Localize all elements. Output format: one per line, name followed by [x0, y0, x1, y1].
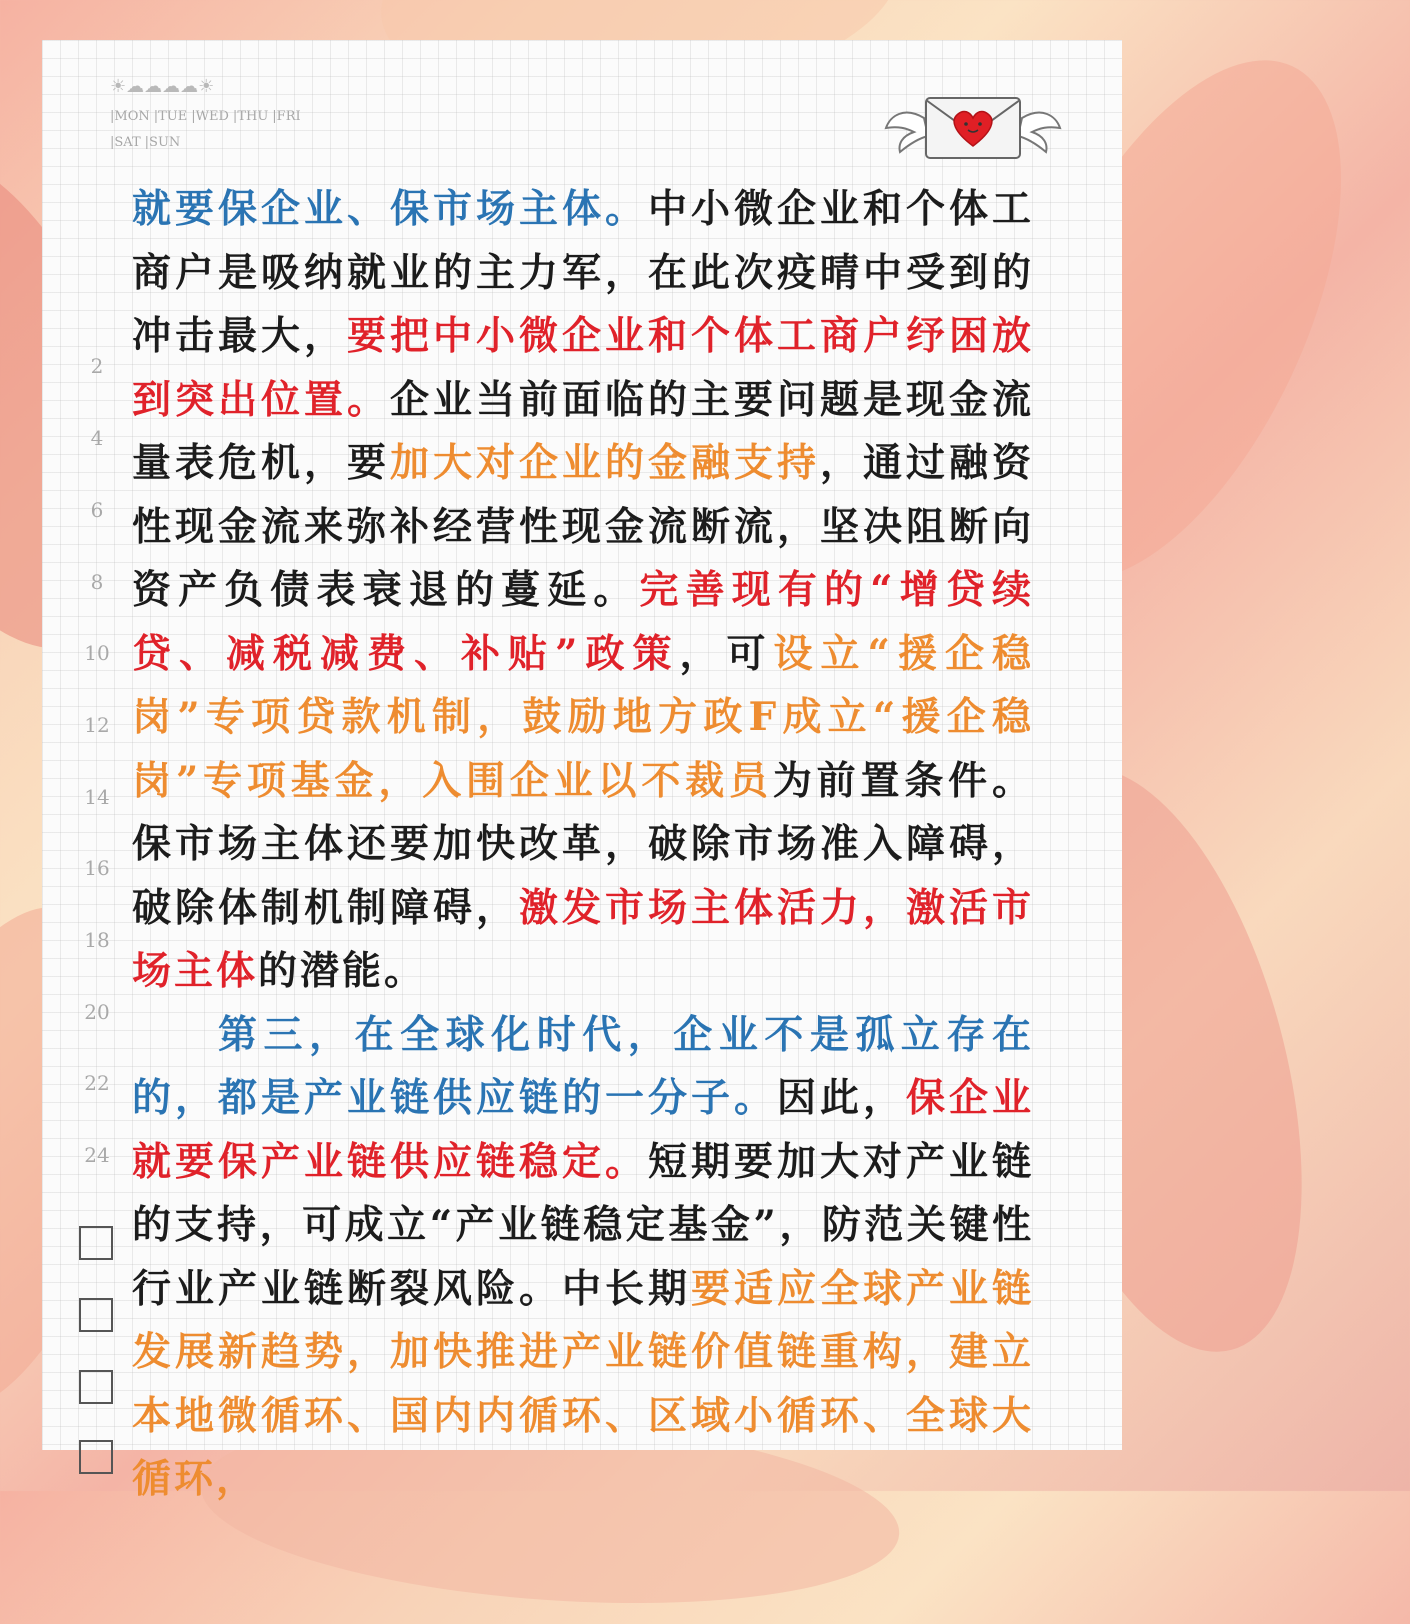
text-segment: ，可	[679, 630, 774, 677]
text-segment: 激发市场主体活力，激活市场主体	[132, 884, 1034, 994]
weekday-sat: SAT	[114, 135, 141, 150]
weekday-thu: THU	[237, 109, 269, 124]
line-number: 6	[90, 498, 104, 522]
winged-heart-envelope-icon	[884, 76, 1062, 166]
line-number: 24	[84, 1143, 110, 1167]
text-segment: 企业当前面临的主要问题是现金流量表危机，要	[132, 376, 1034, 486]
article-body	[132, 178, 1034, 1512]
line-number: 8	[90, 570, 104, 594]
text-segment: 短期要加大对产业链的支持，可成立“产业链稳定基金”，防范关键性行业产业链断裂风险。中长期	[132, 1138, 1034, 1312]
notebook-page	[42, 40, 1122, 1502]
line-number: 4	[90, 426, 104, 450]
line-number: 14	[84, 785, 110, 809]
text-segment: 加大对企业的金融支持	[390, 440, 820, 486]
line-number: 2	[90, 354, 104, 378]
line-number: 10	[84, 641, 110, 665]
text-segment: 完善现有的“增贷续贷、减税减费、补贴”政策	[132, 567, 1034, 677]
text-segment: 中小微企业和个体工商户是吸纳就业的主力军，在此次疫晴中受到的冲击最大，	[132, 186, 1034, 359]
text-segment: 为前置条件。保市场主体还要加快改革，破除市场准入障碍，破除体制机制障碍，	[132, 757, 1034, 931]
weekday-row-1: |MON |TUE |WED |THU |FRI	[110, 109, 301, 124]
weekday-labels	[110, 104, 330, 156]
text-segment: 第三，在全球化时代，企业不是孤立存在的，都是产业链供应链的一分子。	[132, 1011, 1034, 1121]
paragraph-1	[132, 178, 1034, 1004]
weather-icons: ☀☁☁☁☁☀	[110, 76, 215, 97]
line-number: 12	[84, 713, 110, 737]
text-segment: 保企业就要保产业链供应链稳定。	[132, 1075, 1034, 1185]
weekday-wed: WED	[195, 109, 229, 124]
line-number: 18	[84, 928, 110, 952]
checkbox[interactable]	[79, 1370, 113, 1404]
text-segment: ，通过融资性现金流来弥补经营性现金流断流，坚决阻断向资产负债表衰退的蔓延。	[132, 440, 1034, 613]
checkbox[interactable]	[79, 1226, 113, 1260]
weekday-sun: SUN	[149, 135, 181, 150]
checkbox[interactable]	[79, 1440, 113, 1474]
line-number: 16	[84, 856, 110, 880]
text-segment: 要适应全球产业链发展新趋势，加快推进产业链价值链重构，建立本地微循环、国内内循环、区域小循环、全球大循环，	[132, 1265, 1034, 1502]
text-segment: 设立“援企稳岗”专项贷款机制，鼓励地方政F成立“援企稳岗”专项基金，入围企业以不裁员	[132, 630, 1034, 804]
paragraph-2	[132, 1004, 1034, 1512]
weekday-row-2: |SAT |SUN	[110, 135, 181, 150]
checkbox[interactable]	[79, 1298, 113, 1332]
text-segment: 的潜能。	[258, 948, 427, 994]
text-segment: 要把中小微企业和个体工商户纾困放到突出位置。	[132, 313, 1034, 423]
line-number: 22	[84, 1071, 110, 1095]
text-segment: 就要保企业、保市场主体。	[132, 186, 648, 232]
line-number: 20	[84, 1000, 110, 1024]
text-segment: 因此，	[776, 1075, 906, 1121]
weekday-mon: MON	[114, 109, 150, 124]
weekday-fri: FRI	[276, 109, 301, 124]
weekday-tue: TUE	[158, 109, 188, 124]
